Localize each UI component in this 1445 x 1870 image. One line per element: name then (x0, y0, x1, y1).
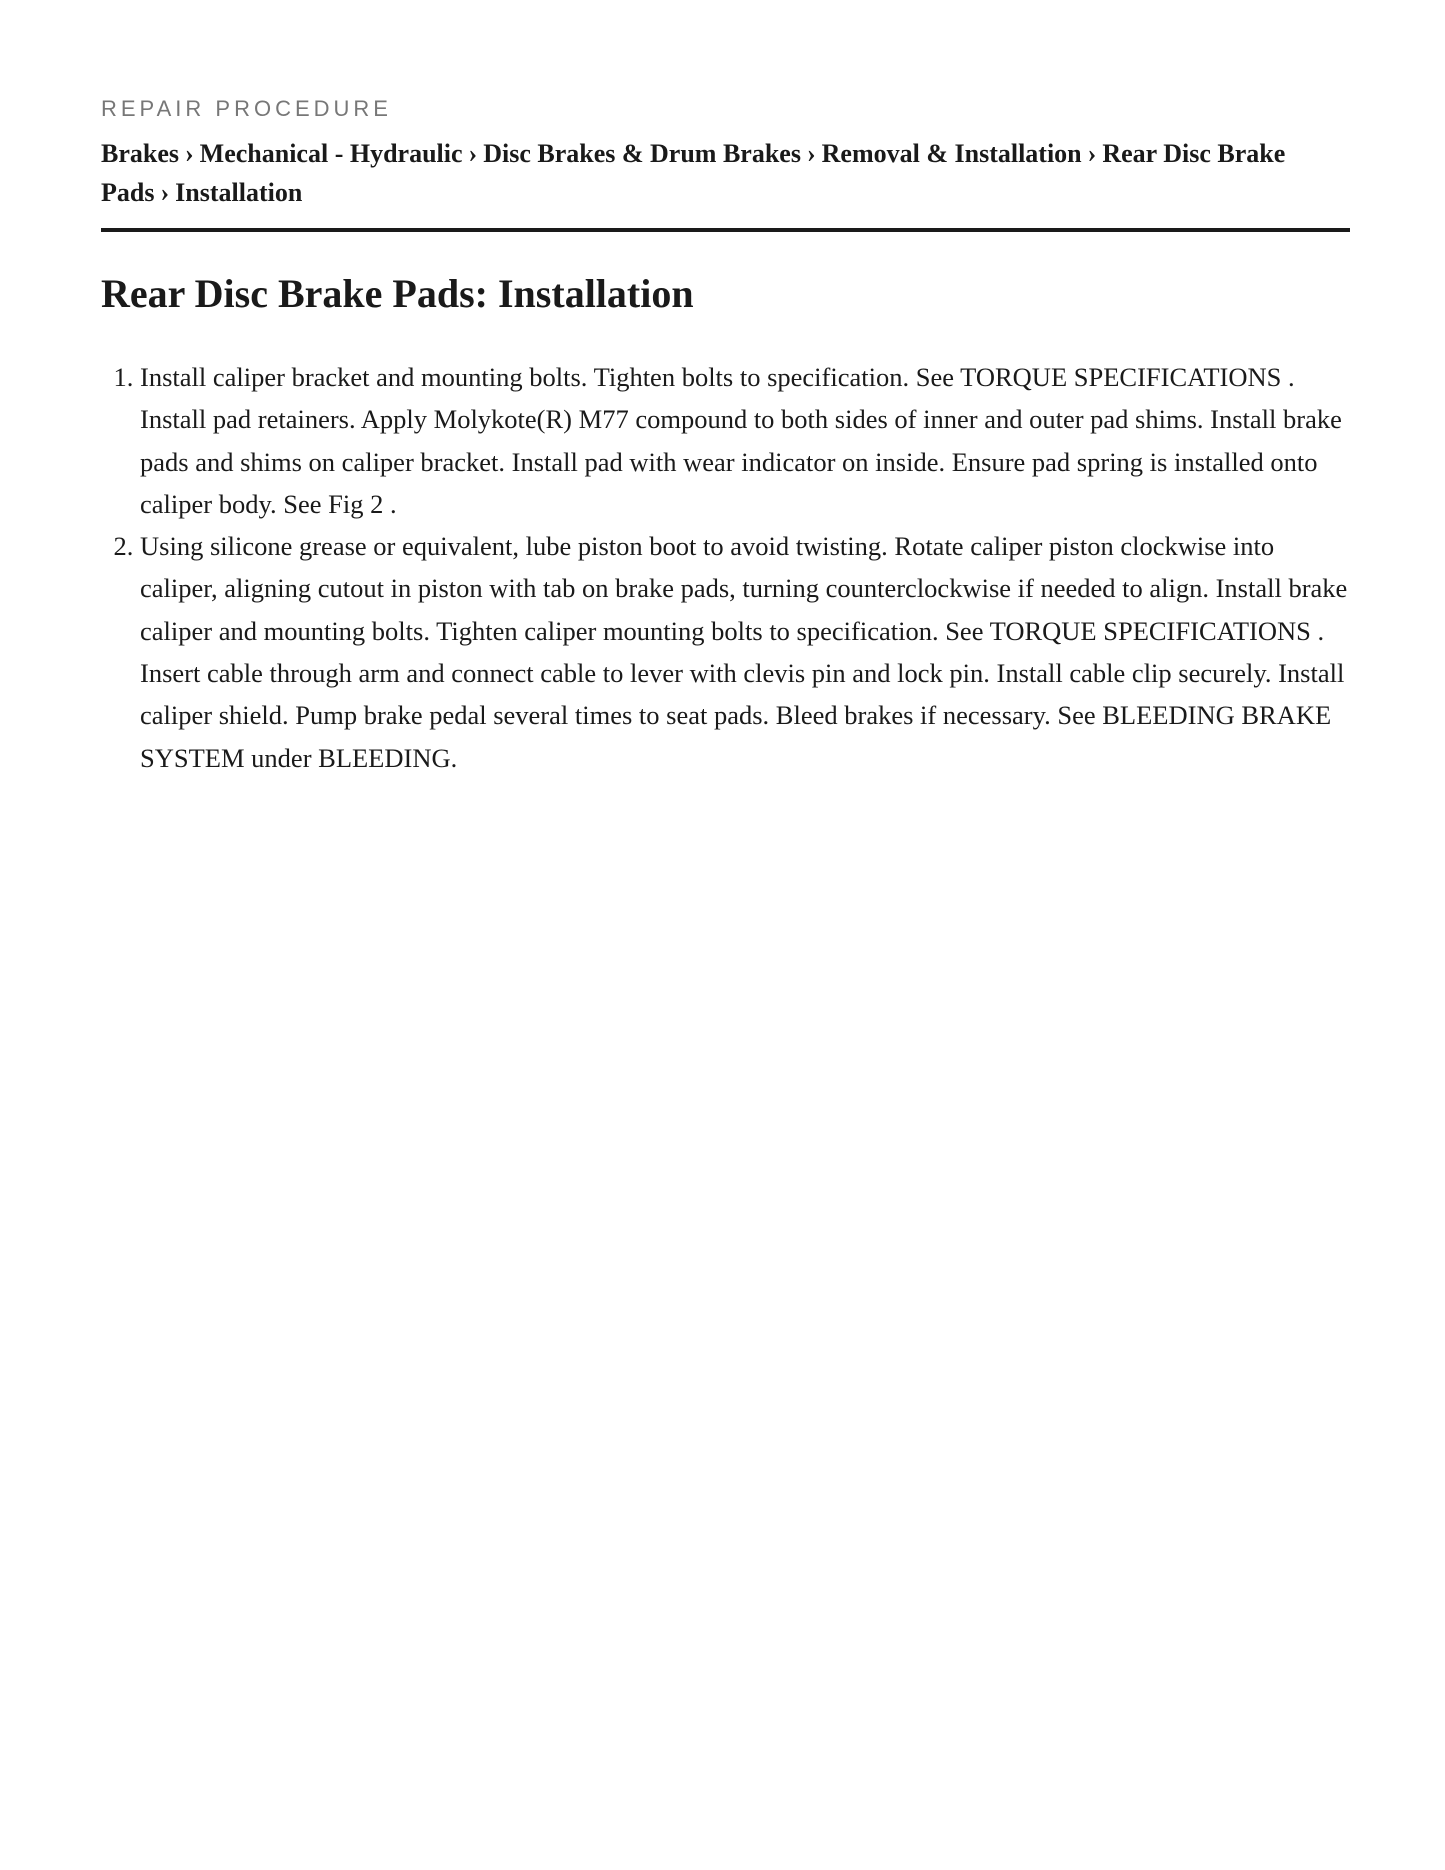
page-title: Rear Disc Brake Pads: Installation (101, 271, 694, 316)
breadcrumb-separator: › (1087, 139, 1097, 168)
breadcrumb-separator: › (806, 139, 816, 168)
breadcrumb-item[interactable]: Mechanical - Hydraulic (199, 139, 463, 168)
breadcrumb-separator: › (160, 178, 170, 207)
breadcrumb-item[interactable]: Brakes (101, 139, 179, 168)
breadcrumb-item[interactable]: Removal & Installation (821, 139, 1082, 168)
breadcrumb-item[interactable]: Rear Disc Brake Pads (101, 139, 1286, 207)
document-page (101, 92, 1350, 779)
section-kicker: REPAIR PROCEDURE (101, 96, 392, 121)
procedure-step: 1. Install caliper bracket and mounting bolts. Tighten bolts to specification. See TORQUE SPECIFICATIONS . Install pad retainers. Apply Molykote(R) M77 compound to both sides of inner and outer pad shims. Install brake pads and shims on caliper bracket. Install pad with wear indicator on inside. Ensure pad spring is installed onto caliper body. See Fig 2 . (140, 356, 1350, 525)
breadcrumb-separator: › (468, 139, 478, 168)
breadcrumb-separator: › (185, 139, 194, 168)
breadcrumb-item[interactable]: Disc Brakes & Drum Brakes (483, 139, 801, 168)
procedure-steps (101, 356, 1350, 779)
breadcrumb (101, 134, 1350, 232)
procedure-step: 2. Using silicone grease or equivalent, lube piston boot to avoid twisting. Rotate caliper piston clockwise into caliper, aligning cutout in piston with tab on brake pads, turning counterclockwise if needed to align. Install brake caliper and mounting bolts. Tighten caliper mounting bolts to specification. See TORQUE SPECIFICATIONS . Insert cable through arm and connect cable to lever with clevis pin and lock pin. Install cable clip securely. Install caliper shield. Pump brake pedal several times to seat pads. Bleed brakes if necessary. See BLEEDING BRAKE SYSTEM under BLEEDING. (140, 525, 1350, 779)
breadcrumb-item-current: Installation (175, 178, 303, 207)
